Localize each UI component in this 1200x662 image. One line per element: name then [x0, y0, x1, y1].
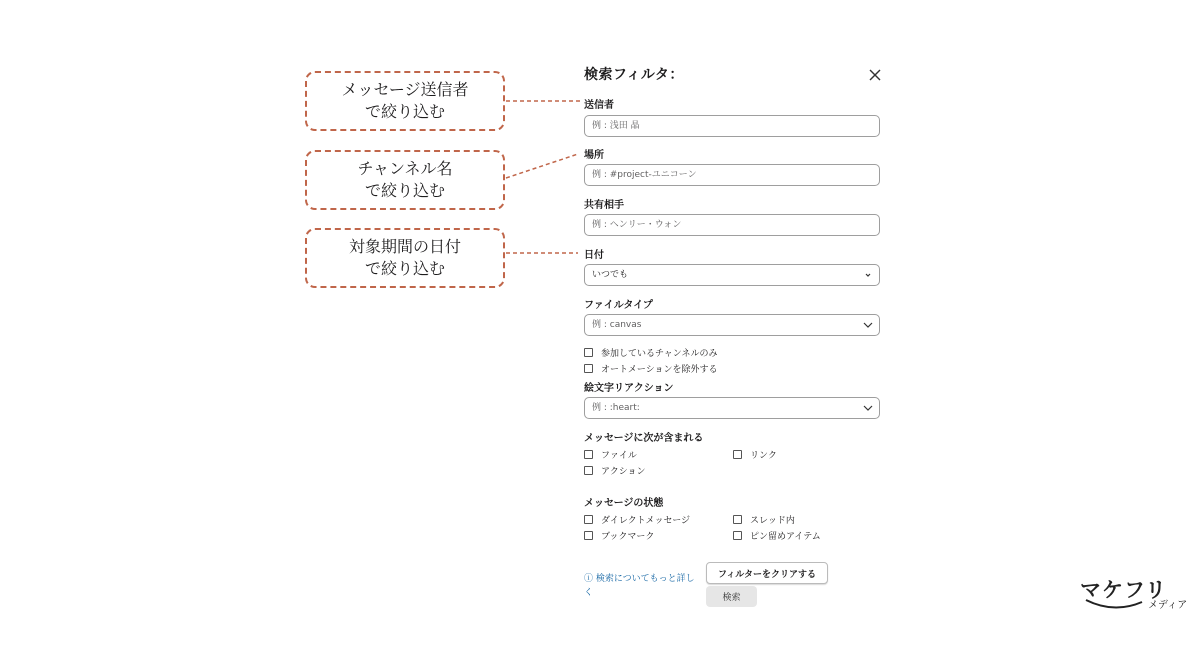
callout-date — [305, 228, 505, 288]
callout-channel-line2: で絞り込む — [364, 181, 445, 200]
chevron-down-icon — [863, 403, 873, 413]
checkbox-box[interactable] — [584, 515, 593, 524]
learn-more-link[interactable] — [584, 572, 706, 600]
callout-sender-line2: で絞り込む — [364, 102, 445, 121]
file-type-placeholder: 例 : canvas — [592, 320, 642, 330]
checkbox-box[interactable] — [584, 466, 593, 475]
file-type-label: ファイルタイプ — [584, 300, 653, 311]
contains-label: メッセージに次が含まれる — [584, 433, 704, 444]
status-bookmark-label: ブックマーク — [601, 532, 655, 542]
callout-sender-line1: メッセージ送信者 — [341, 80, 469, 99]
status-in-thread-label: スレッド内 — [750, 516, 795, 526]
chevron-down-icon — [863, 320, 873, 330]
smile-swoosh-icon — [1084, 598, 1144, 612]
callout-channel-line1: チャンネル名 — [357, 159, 453, 178]
checkbox-box[interactable] — [584, 450, 593, 459]
file-type-select[interactable] — [584, 314, 880, 336]
status-pinned-label: ピン留めアイテム — [750, 532, 821, 542]
contains-action-checkbox[interactable] — [584, 464, 646, 477]
message-status-label: メッセージの状態 — [584, 498, 664, 509]
checkbox-box[interactable] — [733, 531, 742, 540]
date-select[interactable] — [584, 264, 880, 286]
emoji-reaction-label: 絵文字リアクション — [584, 383, 674, 394]
contains-file-checkbox[interactable] — [584, 448, 637, 461]
panel-title: 検索フィルタ： — [584, 67, 684, 83]
status-pinned-checkbox[interactable] — [733, 529, 821, 542]
exclude-automation-label: オートメーションを除外する — [601, 365, 718, 375]
brand-logo — [1080, 574, 1192, 614]
location-label: 場所 — [584, 150, 604, 161]
status-bookmark-checkbox[interactable] — [584, 529, 654, 542]
emoji-reaction-select[interactable] — [584, 397, 880, 419]
callout-date-line2: で絞り込む — [364, 259, 445, 278]
contains-action-label: アクション — [601, 467, 646, 477]
contains-link-checkbox[interactable] — [733, 448, 777, 461]
search-button[interactable]: 検索 — [706, 586, 757, 607]
shared-with-input[interactable] — [584, 214, 880, 236]
emoji-reaction-placeholder: 例 : :heart: — [592, 403, 640, 413]
status-direct-message-checkbox[interactable] — [584, 513, 690, 526]
logo-main-text: マケフリ — [1080, 578, 1168, 602]
joined-channels-only-checkbox[interactable] — [584, 346, 717, 359]
date-select-value: いつでも — [592, 270, 629, 280]
callout-date-line1: 対象期間の日付 — [348, 237, 461, 256]
exclude-automation-checkbox[interactable] — [584, 362, 718, 375]
chevron-down-icon — [863, 270, 873, 280]
checkbox-box[interactable] — [584, 364, 593, 373]
status-in-thread-checkbox[interactable] — [733, 513, 795, 526]
clear-filters-button[interactable]: フィルターをクリアする — [706, 562, 828, 584]
date-label: 日付 — [584, 250, 604, 261]
checkbox-box[interactable] — [733, 450, 742, 459]
learn-more-line1: ⓘ 検索についてもっと詳し — [584, 574, 695, 584]
joined-channels-only-label: 参加しているチャンネルのみ — [601, 349, 718, 359]
logo-sub-text: メディア — [1148, 600, 1188, 611]
sender-input[interactable] — [584, 115, 880, 137]
callout-channel — [305, 150, 505, 210]
contains-link-label: リンク — [750, 451, 777, 461]
checkbox-box[interactable] — [733, 515, 742, 524]
checkbox-box[interactable] — [584, 348, 593, 357]
sender-label: 送信者 — [584, 100, 614, 111]
callout-sender — [305, 71, 505, 131]
status-direct-message-label: ダイレクトメッセージ — [601, 516, 691, 526]
contains-file-label: ファイル — [601, 451, 637, 461]
close-icon[interactable] — [868, 68, 882, 82]
checkbox-box[interactable] — [584, 531, 593, 540]
location-input[interactable] — [584, 164, 880, 186]
connector-channel — [506, 154, 578, 178]
learn-more-line2: く — [584, 588, 594, 598]
shared-with-label: 共有相手 — [584, 200, 624, 211]
